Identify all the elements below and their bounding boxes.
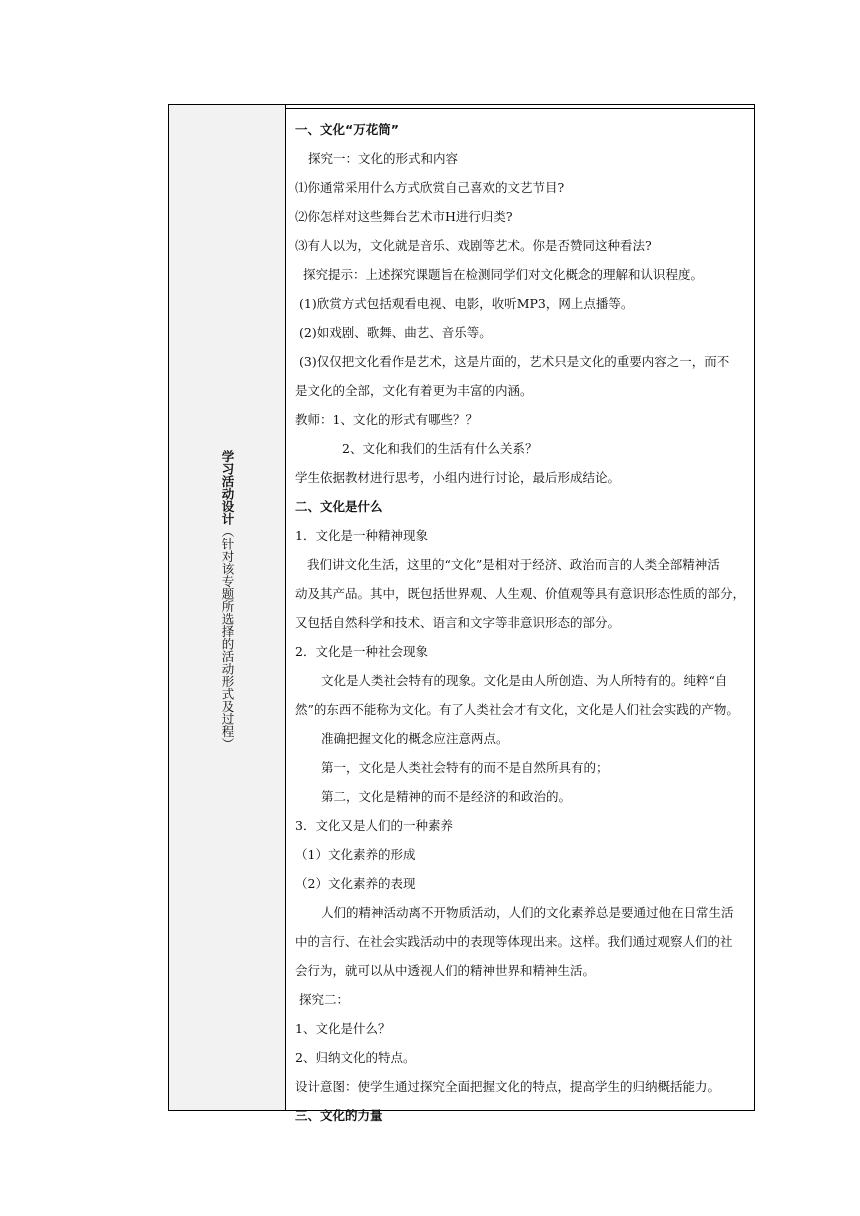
paragraph-line: 3．文化又是人们的一种素养 (295, 818, 453, 833)
section-heading-1: 一、文化“万花筒” (295, 122, 399, 137)
content-body (295, 115, 748, 1130)
paragraph-line: （1）文化素养的形成 (295, 847, 416, 862)
paragraph-line: 会行为，就可以从中透视人们的精神世界和精神生活。 (295, 963, 596, 978)
paragraph-line: 设计意图：使学生通过探究全面把握文化的特点，提高学生的归纳概括能力。 (295, 1079, 721, 1094)
paragraph-line: 教师：1、文化的形式有哪些？？ (295, 412, 478, 427)
paragraph-line: 人们的精神活动离不开物质活动，人们的文化素养总是要通过他在日常生活 (321, 905, 734, 920)
paragraph-line: 是文化的全部，文化有着更为丰富的内涵。 (295, 383, 533, 398)
lesson-table (168, 104, 755, 1123)
row-header-subtitle: （针对该专题所选择的活动形式及过程） (220, 525, 235, 750)
paragraph-line: 第二，文化是精神的而不是经济的和政治的。 (321, 789, 572, 804)
paragraph-line: 探究二： (299, 992, 350, 1007)
paragraph-line: 准确把握文化的概念应注意两点。 (321, 731, 509, 746)
paragraph-line: 动及其产品。其中，既包括世界观、人生观、价值观等具有意识形态性质的部分， (295, 586, 746, 601)
paragraph-line: 然”的东西不能称为文化。有了人类社会才有文化，文化是人们社会实践的产物。 (295, 702, 739, 717)
paragraph-line: ⑵你怎样对这些舞台艺术市H进行归类? (295, 209, 513, 224)
paragraph-line: 探究提示：上述探究课题旨在检测同学们对文化概念的理解和认识程度。 (303, 267, 704, 282)
paragraph-line: 2、归纳文化的特点。 (295, 1050, 416, 1065)
content-cell (286, 105, 754, 1123)
top-row-divider (286, 105, 754, 109)
paragraph-line: 学生依据教材进行思考，小组内进行讨论，最后形成结论。 (295, 470, 621, 485)
paragraph-line: 我们讲文化生活，这里的“文化”是相对于经济、政治而言的人类全部精神活 (307, 557, 720, 572)
row-header-cell (169, 105, 286, 1110)
paragraph-line: (3)仅仅把文化看作是艺术，这是片面的，艺术只是文化的重要内容之一，而不 (299, 354, 730, 369)
section-heading-3: 三、文化的力量 (295, 1108, 383, 1123)
paragraph-line: （2）文化素养的表现 (295, 876, 416, 891)
paragraph-line: 文化是人类社会特有的现象。文化是由人所创造、为人所特有的。纯粹“自 (321, 673, 728, 688)
paragraph-line: ⑶有人以为，文化就是音乐、戏剧等艺术。你是否赞同这种看法? (295, 238, 652, 253)
paragraph-line: 1、文化是什么？ (295, 1021, 391, 1036)
paragraph-line: 探究一：文化的形式和内容 (308, 151, 459, 166)
paragraph-line: 第一，文化是人类社会特有的而不是自然所具有的； (321, 760, 609, 775)
row-header-title: 学习活动设计 (220, 450, 235, 525)
paragraph-line: ⑴你通常采用什么方式欣赏自己喜欢的文艺节目? (295, 180, 565, 195)
paragraph-line: 中的言行、在社会实践活动中的表现等体现出来。这样。我们通过观察人们的社 (295, 934, 733, 949)
paragraph-line: 又包括自然科学和技术、语言和文字等非意识形态的部分。 (295, 615, 621, 630)
row-header-label (217, 450, 237, 750)
paragraph-line: (2)如戏剧、歌舞、曲艺、音乐等。 (299, 325, 492, 340)
paragraph-line: 1．文化是一种精神现象 (295, 528, 428, 543)
paragraph-line: 2．文化是一种社会现象 (295, 644, 428, 659)
paragraph-line: 2、文化和我们的生活有什么关系？ (342, 441, 538, 456)
section-heading-2: 二、文化是什么 (295, 499, 383, 514)
paragraph-line: (1)欣赏方式包括观看电视、电影，收听MP3，网上点播等。 (299, 296, 634, 311)
